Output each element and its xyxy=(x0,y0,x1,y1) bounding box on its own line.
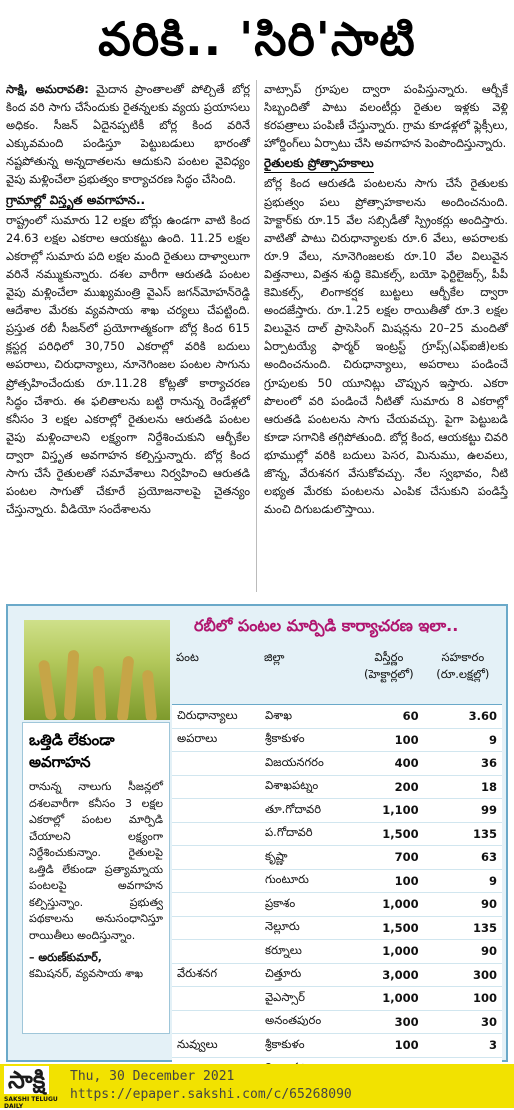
table-row xyxy=(172,752,502,776)
cell-crop xyxy=(172,822,260,846)
cell-support: 9 xyxy=(424,728,502,752)
cell-crop xyxy=(172,869,260,893)
cell-area: 1,100 xyxy=(354,799,424,823)
dateline: సాక్షి, అమరావతి: xyxy=(6,82,89,96)
cell-district: ప్రకాశం xyxy=(260,893,354,917)
cell-area: 1,000 xyxy=(354,940,424,964)
cell-crop: వేరుశనగ xyxy=(172,963,260,987)
cell-area: 100 xyxy=(354,728,424,752)
table-row xyxy=(172,846,502,870)
cell-area: 100 xyxy=(354,1034,424,1058)
cell-area: 1,500 xyxy=(354,916,424,940)
headline: వరికి.. 'సిరి'సాటి xyxy=(98,12,416,66)
cell-support: 90 xyxy=(424,940,502,964)
logo-text: సాక్షి xyxy=(4,1066,49,1094)
cell-district: అనంతపురం xyxy=(260,1010,354,1034)
header-area: విస్తీర్ణం (హెక్టార్లలో) xyxy=(354,646,424,705)
paragraph-1 xyxy=(6,80,250,189)
footer-meta xyxy=(70,1068,352,1104)
quote-title: ఒత్తిడి లేకుండా అవగాహన xyxy=(29,731,115,771)
header-district: జిల్లా xyxy=(260,646,354,705)
table-row xyxy=(172,822,502,846)
box-title: రబీలో పంటల మార్పిడి కార్యాచరణ ఇలా.. xyxy=(194,616,459,635)
cell-crop xyxy=(172,893,260,917)
cell-area: 300 xyxy=(354,1010,424,1034)
paragraph-3: వాట్సాప్ గ్రూపుల ద్వారా పంపిస్తున్నారు. ఆర్బీకే సిబ్బందితో పాటు వలంటీర్లు రైతుల ఇళ్లకు వెళ్లి కరపత్రాలు పంపిణీ చేస్తున్నారు. గ్రామ కూడళ్లలో ఫ్లెక్సీలు, హోర్డింగ్‌లు ఏర్పాటు చేసి అవగాహన పెంపొందిస్తున్నారు. xyxy=(264,82,508,151)
cell-crop xyxy=(172,775,260,799)
sakshi-logo xyxy=(4,1066,64,1110)
cell-support: 18 xyxy=(424,775,502,799)
cell-support: 135 xyxy=(424,916,502,940)
millet-crop-image xyxy=(24,620,170,720)
table-row xyxy=(172,940,502,964)
cell-district: విశాఖపట్నం xyxy=(260,775,354,799)
cell-area: 1,000 xyxy=(354,893,424,917)
footer-bar xyxy=(0,1064,514,1108)
cell-district: నెల్లూరు xyxy=(260,916,354,940)
crop-table xyxy=(172,646,502,1081)
table-header-row xyxy=(172,646,502,705)
cell-support: 99 xyxy=(424,799,502,823)
cell-area: 60 xyxy=(354,705,424,729)
paragraph-1-text: మైదాన ప్రాంతాలతో పోల్చితే బోర్ల కింద వరి సాగు చేసేందుకు రైతన్నలకు వ్యయ ప్రయాసలు అధికం. సీజన్ ఏదైనప్పటికీ బోర్ల కింద వరినే ఎక్కువమంది పండిస్తూ పెట్టుబడులు భారంతో నష్టపోతున్న అన్నదాతలను ఆదుకుని పంటల వైవిధ్యం వైపు మళ్లించేలా ప్రభుత్వం కార్యాచరణ సిద్ధం చేసింది. xyxy=(6,82,250,187)
epaper-link[interactable]: https://epaper.sakshi.com/c/65268090 xyxy=(70,1087,352,1102)
cell-support: 9 xyxy=(424,869,502,893)
cell-area: 3,000 xyxy=(354,963,424,987)
paragraph-4: బోర్ల కింద ఆరుతడి పంటలను సాగు చేసే రైతులకు ప్రభుత్వం పలు ప్రోత్సాహకాలను అందించనుంది. హెక్టార్‌కు రూ.15 వేల సబ్సిడీతో స్ప్రింకర్లు అందిస్తారు. వాటితో పాటు చిరుధాన్యాలకు రూ.6 వేలు, అపరాలకు రూ.9 వేలు, నూనెగింజలకు రూ.10 వేల విలువైన విత్తనాలు, విత్తన శుద్ధి కెమికల్స్, బయో ఫెర్టిలైజర్స్, పీపీ కెమికల్స్, లింగాకర్షక బుట్టలు ఆర్బీకేల ద్వారా అందజేస్తారు. రూ.1.25 లక్షల రాయితీతో రూ.3 లక్షల విలువైన దాల్ ప్రాసెసింగ్ మిషన్లను 20–25 మందితో ఏర్పాటయ్యే ఫార్మర్ ఇంట్రస్ట్ గ్రూప్స్(ఎఫ్ఐజీ)లకు అందించనుంది. చిరుధాన్యాలు, అపరాలు పండించే గ్రూపులకు 50 యూనిట్లు చొప్పున ఇస్తారు. ఎకరా పొలంలో వరి పండించే నీటితో సుమారు 8 ఎకరాల్లో ఆరుతడి పంటలను సాగు చేయవచ్చు. పైగా పెట్టుబడి కూడా సగానికి తగ్గిపోతుంది. బోర్ల కింద, ఆయకట్టు చివరి భూముల్లో వరికి బదులు పెసర, మినుము, ఉలవలు, జొన్న, వేరుశనగ వేసుకోవచ్చు. నేల స్వభావం, నీటి లభ్యత మేరకు పంటలను ఎంపిక చేసుకుని పండిస్తే మంచి దిగుబడులొస్తాయి. xyxy=(264,176,508,517)
article-column-left xyxy=(6,80,250,518)
table-row xyxy=(172,893,502,917)
crop-plan-box xyxy=(6,604,508,1062)
header-crop: పంట xyxy=(172,646,260,705)
cell-support: 63 xyxy=(424,846,502,870)
table-row xyxy=(172,963,502,987)
quote-body: రానున్న నాలుగు సీజన్లలో దశలవారీగా కనీసం 3 లక్షల ఎకరాల్లో పంటల మార్పిడి చేయాలని లక్ష్యంగా నిర్దేశించుకున్నాం. రైతులపై ఒత్తిడి లేకుండా ప్రత్యామ్నాయ పంటలపై అవగాహన కల్పిస్తున్నాం. ప్రభుత్వ పథకాలను అనుసంధానిస్తూ రాయితీలు అందిస్తున్నాం. xyxy=(29,780,163,942)
table-row xyxy=(172,775,502,799)
cell-district: చిత్తూరు xyxy=(260,963,354,987)
table-row xyxy=(172,1034,502,1058)
logo-subtitle: SAKSHI TELUGU DAILY xyxy=(4,1096,58,1110)
table-row xyxy=(172,869,502,893)
cell-district: కర్నూలు xyxy=(260,940,354,964)
cell-district: గుంటూరు xyxy=(260,869,354,893)
table-row xyxy=(172,987,502,1011)
signature-title: కమిషనర్, వ్యవసాయ శాఖ xyxy=(29,967,144,980)
cell-support: 30 xyxy=(424,1010,502,1034)
table-row xyxy=(172,799,502,823)
quote-signature xyxy=(29,950,163,982)
cell-support: 90 xyxy=(424,893,502,917)
cell-district: విశాఖ xyxy=(260,705,354,729)
subhead-incentives: రైతులకు ప్రోత్సాహకాలు xyxy=(264,154,374,173)
cell-area: 1,500 xyxy=(354,822,424,846)
column-divider xyxy=(256,80,257,592)
cell-support: 300 xyxy=(424,963,502,987)
cell-area: 100 xyxy=(354,869,424,893)
cell-support: 135 xyxy=(424,822,502,846)
cell-crop xyxy=(172,752,260,776)
cell-support: 36 xyxy=(424,752,502,776)
cell-district: శ్రీకాకుళం xyxy=(260,1034,354,1058)
cell-crop: చిరుధాన్యాలు xyxy=(172,705,260,729)
signature-name: – అరుణ్‌కుమార్, xyxy=(29,951,102,964)
cell-support: 3.60 xyxy=(424,705,502,729)
crop-table-body xyxy=(172,705,502,1081)
cell-crop xyxy=(172,940,260,964)
article-column-right xyxy=(264,80,508,518)
cell-area: 700 xyxy=(354,846,424,870)
cell-support: 3 xyxy=(424,1034,502,1058)
table-row xyxy=(172,916,502,940)
table-row xyxy=(172,1010,502,1034)
article-body xyxy=(6,80,508,598)
cell-crop: నువ్వులు xyxy=(172,1034,260,1058)
cell-district: కృష్ణా xyxy=(260,846,354,870)
subhead-awareness: గ్రామాల్లో విస్తృత అవగాహన.. xyxy=(6,191,145,210)
cell-crop xyxy=(172,916,260,940)
cell-support: 100 xyxy=(424,987,502,1011)
commissioner-quote xyxy=(22,722,170,1034)
table-row xyxy=(172,728,502,752)
cell-district: విజయనగరం xyxy=(260,752,354,776)
cell-crop xyxy=(172,846,260,870)
cell-district: వైఎస్సార్ xyxy=(260,987,354,1011)
cell-district: ప.గోదావరి xyxy=(260,822,354,846)
paragraph-2: రాష్ట్రంలో సుమారు 12 లక్షల బోర్లు ఉండగా వాటి కింద 24.63 లక్షల ఎకరాల ఆయకట్టు ఉంది. 11.25 లక్షల ఎకరాల్లో సుమారు పది లక్షల మంది రైతులు దాళ్వాలుగా వరినే నమ్ముకున్నారు. దశల వారీగా ఆరుతడి పంటల వైపు మళ్లించేలా ముఖ్యమంత్రి వైఎస్ జగన్‌మోహన్‌రెడ్డి ఆదేశాల మేరకు వ్యవసాయ శాఖ చర్యలు చేపట్టింది. ప్రస్తుత రబీ సీజన్‌లో ప్రయోగాత్మకంగా బోర్ల కింద 615 క్లస్టర్ల పరిధిలో 30,750 ఎకరాల్లో వరికి బదులు అపరాలు, చిరుధాన్యాలు, నూనెగింజల పంటల సాగును ప్రోత్సహించేందుకు రూ.11.28 కోట్లతో కార్యాచరణ సిద్ధం చేశారు. ఈ ఫలితాలను బట్టి రానున్న రెండేళ్లలో కనీసం 3 లక్షల ఎకరాల్లో రైతులను ఆరుతడి పంటల వైపు మళ్లించాలని లక్ష్యంగా నిర్దేశించుకుని ఆర్బీకేల ద్వారా విస్తృత అవగాహన కల్పిస్తున్నారు. బోర్ల కింద సాగు చేసే రైతులతో సమావేశాలు నిర్వహించి ఆరుతడి పంటల సాగుతో చేకూరే ప్రయోజనాలపై చైతన్యం చేస్తున్నారు. వీడియో సందేశాలను xyxy=(6,212,250,517)
cell-crop xyxy=(172,799,260,823)
table-row xyxy=(172,705,502,729)
cell-district: శ్రీకాకుళం xyxy=(260,728,354,752)
cell-crop xyxy=(172,1010,260,1034)
cell-area: 200 xyxy=(354,775,424,799)
cell-area: 1,000 xyxy=(354,987,424,1011)
edition-date: Thu, 30 December 2021 xyxy=(70,1069,235,1084)
cell-area: 400 xyxy=(354,752,424,776)
cell-district: తూ.గోదావరి xyxy=(260,799,354,823)
cell-crop: అపరాలు xyxy=(172,728,260,752)
cell-crop xyxy=(172,987,260,1011)
header-support: సహకారం (రూ.లక్షల్లో) xyxy=(424,646,502,705)
